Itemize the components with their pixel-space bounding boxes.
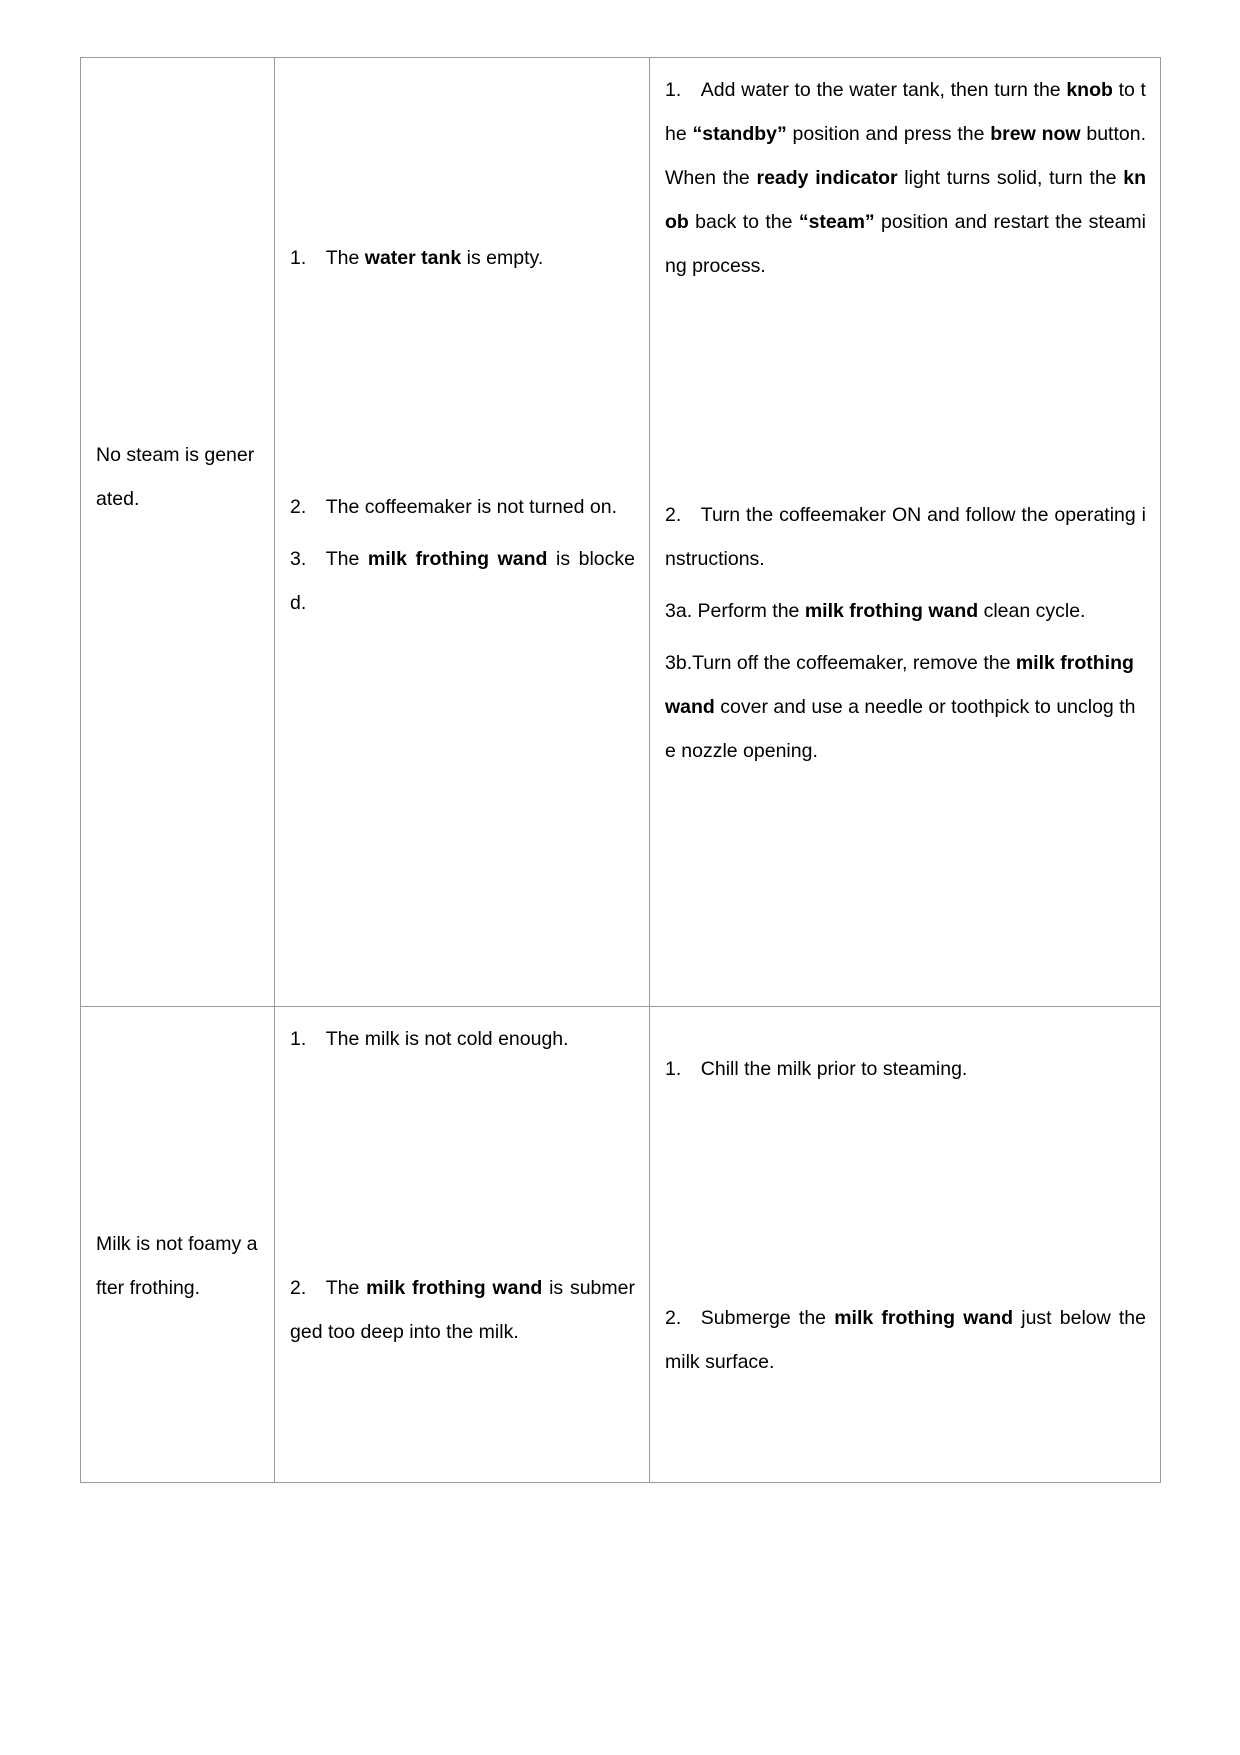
table-row [81,1007,1161,1483]
cell-solution-row1 [650,58,1161,1007]
solution-2-prefix-row2: 2. Submerge the [665,1307,835,1329]
solution-item-1-row1 [665,68,1152,288]
table-row [81,58,1161,1007]
term-knob: knob [1066,79,1113,101]
vertical-spacer [96,273,260,433]
solution-3a-tail: clean cycle. [978,600,1086,622]
solution-1-seg-a: 1. Add water to the water tank, then turn the [665,79,1067,101]
vertical-spacer [665,1017,1146,1047]
vertical-spacer [290,228,635,236]
cell-cause-row1 [275,58,650,1007]
solution-item-2-row2 [665,1296,1152,1384]
solution-2-tail-row2: just below the milk surface. [665,1307,1152,1373]
symptom-text-row2: Milk is not foamy after frothing. [96,1233,258,1299]
cause-3-tail: is blocked. [290,548,635,614]
cause-1-tail: is empty. [461,247,544,269]
solution-item-1-row2: 1. Chill the milk prior to steaming. [665,1058,968,1080]
cause-item-1-row1 [290,236,635,280]
cause-1-prefix: 1. The [290,247,365,269]
cause-2-tail-row2: is submerged too deep into the milk. [290,1277,635,1343]
cause-2-prefix-row2: 2. The [290,1277,367,1299]
term-brew-now: brew now [990,123,1081,145]
vertical-spacer [665,633,1146,641]
solution-item-3b-row1 [665,641,1146,773]
term-knob-2: knob [665,167,1146,233]
vertical-spacer [665,1091,1146,1296]
solution-1-seg-f: light turns solid, turn the [897,167,1124,189]
symptom-text-row1: No steam is generated. [96,444,255,510]
cause-item-3-row1 [290,537,635,625]
cell-cause-row2 [275,1007,650,1483]
solution-item-2-row1: 2. Turn the coffeemaker ON and follow the operating instructions. [665,504,1146,570]
term-milk-frothing-wand-3b: milk frothing wand [665,652,1140,718]
term-ready-indicator: ready indicator [756,167,898,189]
vertical-spacer [290,1061,635,1266]
solution-1-seg-e: button. When the [665,123,1152,189]
cell-symptom-row2 [81,1007,275,1483]
vertical-spacer [290,280,635,485]
cell-symptom-row1 [81,58,275,1007]
term-milk-frothing-wand-r2c2: milk frothing wand [366,1277,543,1299]
cause-3-prefix: 3. The [290,548,368,570]
solution-1-seg-g: back to the [688,211,799,233]
vertical-spacer [96,68,260,273]
solution-1-seg-c: to the [665,79,1146,145]
vertical-spacer [665,288,1146,493]
solution-3b-prefix: 3b.Turn off the coffeemaker, remove the [665,652,1016,674]
term-standby: “standby” [692,123,787,145]
term-water-tank: water tank [364,247,462,269]
cause-item-2-row1: 2. The coffeemaker is not turned on. [290,496,617,518]
term-milk-frothing-wand-3a: milk frothing wand [804,600,979,622]
solution-3b-tail: cover and use a needle or toothpick to unclog the nozzle opening. [665,696,1136,762]
solution-1-seg-h: position and restart the steaming process. [665,211,1147,277]
term-milk-frothing-wand: milk frothing wand [367,548,548,570]
solution-item-3a-row1 [665,589,1146,633]
vertical-spacer [96,1017,260,1222]
term-steam: “steam” [798,211,875,233]
term-milk-frothing-wand-r2s2: milk frothing wand [834,1307,1014,1329]
solution-1-seg-d: position and press the [786,123,991,145]
troubleshooting-table [80,57,1161,1483]
vertical-spacer [290,529,635,537]
cause-item-1-row2: 1. The milk is not cold enough. [290,1028,569,1050]
vertical-spacer [290,68,635,228]
cause-item-2-row2 [290,1266,635,1354]
vertical-spacer [665,581,1146,589]
solution-3a-prefix: 3a. Perform the [665,600,805,622]
cell-solution-row2 [650,1007,1161,1483]
